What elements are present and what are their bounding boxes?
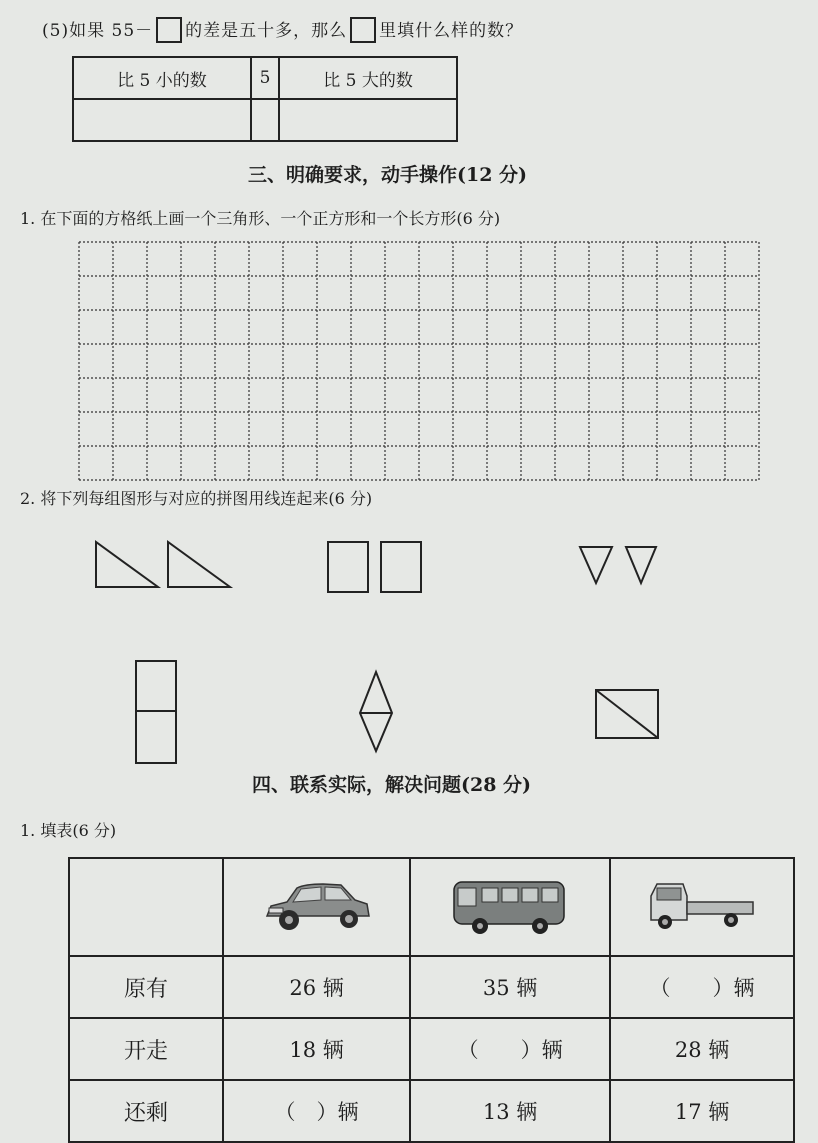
question-3-1: 1. 在下面的方格纸上画一个三角形、一个正方形和一个长方形(6 分) — [20, 209, 501, 228]
cell-original-truck[interactable]: （ ）辆 — [610, 956, 794, 1018]
q5-number: (5) — [42, 21, 70, 41]
question-4-1: 1. 填表(6 分) — [20, 821, 117, 840]
truck-icon — [610, 858, 794, 956]
answer-cell-less[interactable] — [73, 99, 251, 141]
section-3-title: 三、明确要求，动手操作(12 分) — [248, 164, 528, 186]
drawing-grid[interactable] — [78, 241, 760, 487]
vehicle-table — [68, 857, 795, 1143]
cell-original-bus: 35 辆 — [410, 956, 610, 1018]
corner-cell — [69, 858, 223, 956]
bus-icon — [410, 858, 610, 956]
stacked-squares[interactable] — [136, 661, 176, 763]
q5-text-1: 如果 55－ — [69, 21, 154, 41]
question-3-2: 2. 将下列每组图形与对应的拼图用线连起来(6 分) — [20, 489, 373, 508]
row-label-original: 原有 — [69, 956, 223, 1018]
two-right-triangles[interactable] — [96, 542, 230, 587]
cell-departed-bus[interactable]: （ ）辆 — [410, 1018, 610, 1080]
cell-remaining-bus: 13 辆 — [410, 1080, 610, 1142]
cell-original-car: 26 辆 — [223, 956, 410, 1018]
header-less-than-5: 比 5 小的数 — [73, 57, 251, 99]
cell-remaining-truck: 17 辆 — [610, 1080, 794, 1142]
answer-cell-five[interactable] — [251, 99, 279, 141]
cell-departed-car: 18 辆 — [223, 1018, 410, 1080]
diamond[interactable] — [360, 672, 392, 751]
question-5 — [42, 16, 523, 45]
matching-shapes — [0, 520, 818, 769]
rectangle-with-diagonal[interactable] — [596, 690, 658, 738]
blank-box-1[interactable] — [156, 17, 182, 43]
two-rectangles[interactable] — [328, 542, 421, 592]
number-compare-table — [72, 56, 458, 142]
cell-departed-truck: 28 辆 — [610, 1018, 794, 1080]
answer-cell-greater[interactable] — [279, 99, 457, 141]
two-inverted-triangles[interactable] — [580, 547, 656, 583]
car-icon — [223, 858, 410, 956]
cell-remaining-car[interactable]: （ ）辆 — [223, 1080, 410, 1142]
q5-text-2: 的差是五十多，那么 — [185, 21, 348, 41]
q5-text-3: 里填什么样的数？ — [379, 21, 524, 41]
blank-box-2[interactable] — [350, 17, 376, 43]
header-five: 5 — [251, 57, 279, 99]
row-label-departed: 开走 — [69, 1018, 223, 1080]
row-label-remaining: 还剩 — [69, 1080, 223, 1142]
header-greater-than-5: 比 5 大的数 — [279, 57, 457, 99]
section-4-title: 四、联系实际，解决问题(28 分) — [252, 774, 532, 796]
